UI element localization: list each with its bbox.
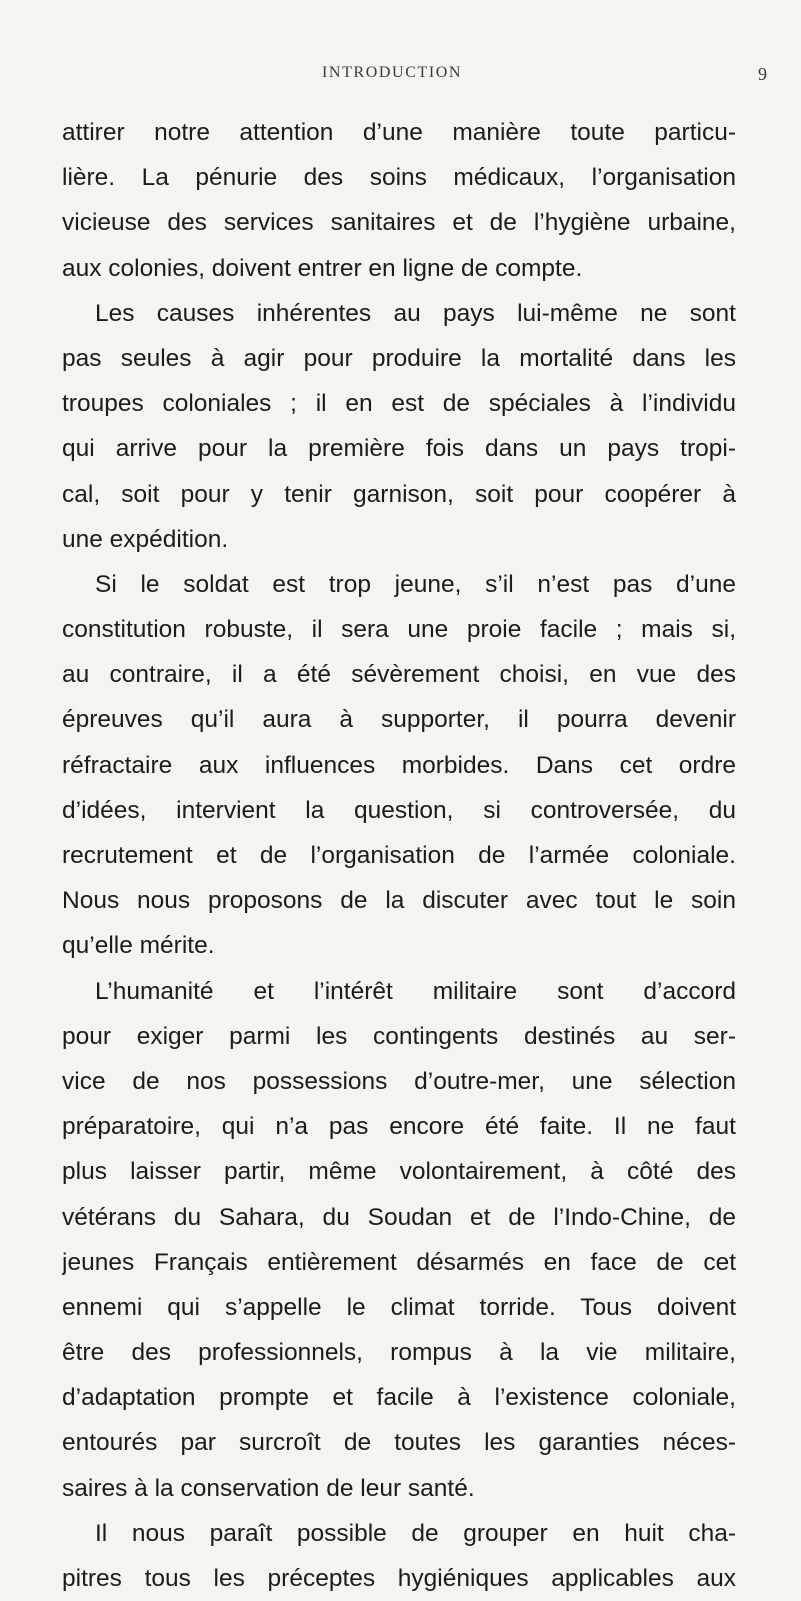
text-line: Si le soldat est trop jeune, s’il n’est pas d’une (95, 570, 736, 598)
page-number: 9 (758, 64, 767, 84)
text-line: jeunes Français entièrement désarmés en face de cet (62, 1248, 736, 1276)
body-text (62, 110, 736, 1601)
running-head (0, 64, 801, 88)
text-line: aux colonies, doivent entrer en ligne de compte. (62, 254, 583, 282)
text-line: troupes coloniales ; il en est de spéciales à l’individu (62, 390, 736, 418)
text-line: pitres tous les préceptes hygiéniques applicables aux (62, 1565, 736, 1592)
text-line: lière. La pénurie des soins médicaux, l’organisation (62, 164, 736, 192)
running-title: INTRODUCTION (322, 64, 463, 81)
text-line: épreuves qu’il aura à supporter, il pourra devenir (62, 706, 736, 734)
text-line: qu’elle mérite. (62, 932, 215, 960)
text-line: cal, soit pour y tenir garnison, soit pour coopérer à (62, 480, 736, 508)
text-line: attirer notre attention d’une manière toute particu- (62, 119, 736, 146)
text-line: préparatoire, qui n’a pas encore été faite. Il ne faut (62, 1113, 736, 1141)
text-line: Nous nous proposons de la discuter avec tout le soin (62, 887, 736, 915)
text-line: vicieuse des services sanitaires et de l’hygiène urbaine, (62, 209, 736, 237)
text-line: constitution robuste, il sera une proie facile ; mais si, (62, 616, 736, 644)
text-line: recrutement et de l’organisation de l’armée coloniale. (62, 842, 736, 869)
text-line: entourés par surcroît de toutes les garanties néces- (62, 1429, 736, 1457)
text-line: plus laisser partir, même volontairement, à côté des (62, 1158, 736, 1186)
text-line: pas seules à agir pour produire la mortalité dans les (62, 344, 736, 372)
text-line: réfractaire aux influences morbides. Dans cet ordre (62, 751, 736, 779)
text-line: Les causes inhérentes au pays lui-même ne sont (95, 299, 736, 327)
text-line: Il nous paraît possible de grouper en huit cha- (95, 1519, 736, 1547)
text-line: ennemi qui s’appelle le climat torride. Tous doivent (62, 1293, 736, 1321)
text-line: une expédition. (62, 525, 229, 553)
text-line: d’idées, intervient la question, si controversée, du (62, 796, 736, 824)
text-line: au contraire, il a été sévèrement choisi, en vue des (62, 661, 736, 689)
text-line: d’adaptation prompte et facile à l’existence coloniale, (62, 1384, 736, 1412)
text-line: L’humanité et l’intérêt militaire sont d’accord (95, 977, 736, 1005)
text-line: saires à la conservation de leur santé. (62, 1474, 475, 1502)
text-line: qui arrive pour la première fois dans un pays tropi- (62, 435, 736, 463)
text-line: être des professionnels, rompus à la vie militaire, (62, 1339, 736, 1367)
text-line: vice de nos possessions d’outre-mer, une sélection (62, 1067, 736, 1095)
text-line: vétérans du Sahara, du Soudan et de l’Indo-Chine, de (62, 1203, 736, 1231)
text-line: pour exiger parmi les contingents destinés au ser- (62, 1022, 736, 1050)
